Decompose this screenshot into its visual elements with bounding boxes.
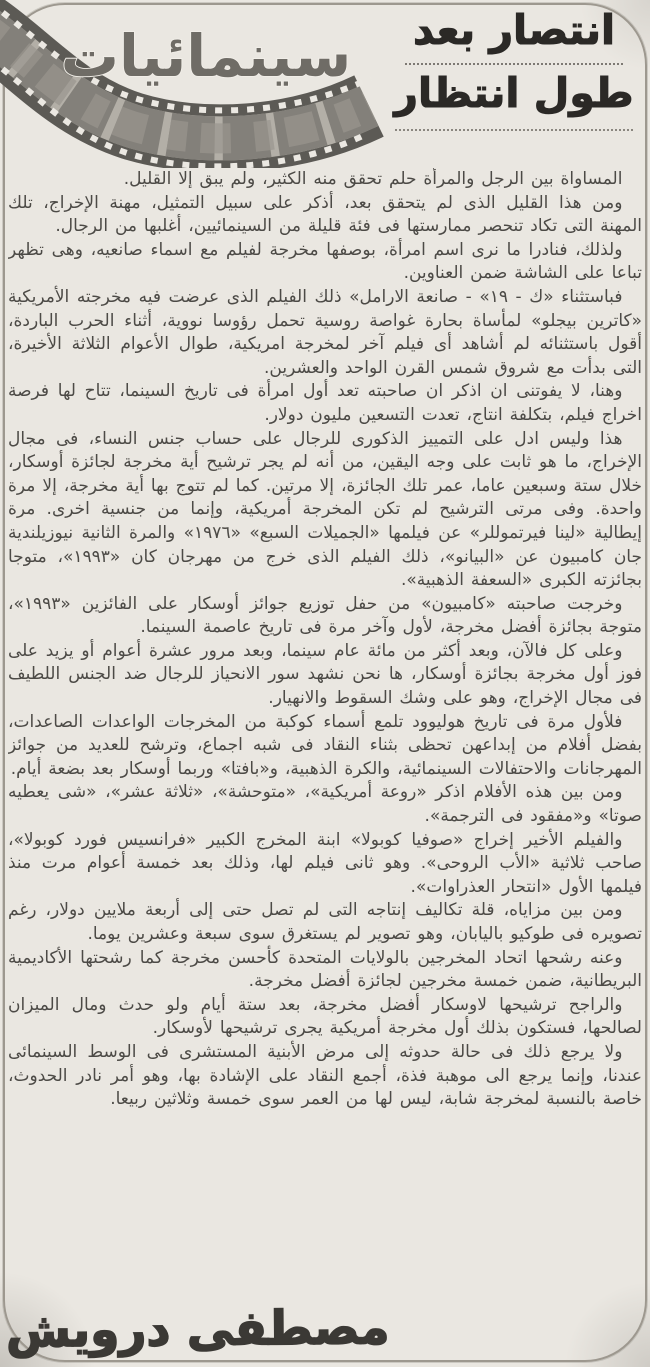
cinema-filmstrip-logo-icon xyxy=(0,0,394,168)
article-paragraph: والفيلم الأخير إخراج «صوفيا كوبولا» ابنة المخرج الكبير «فرانسيس فورد كوبولا»، صاحب ثلاثية «الأب الروحى». وهو ثانى فيلم لها، وذلك بعد خمسة أعوام مرت منذ فيلمها الأول «انتحار العذراوات». xyxy=(8,829,642,897)
headline-separator xyxy=(405,63,623,65)
masthead xyxy=(0,0,650,166)
headline-block xyxy=(388,4,640,131)
headline-line-2: طول انتظار xyxy=(394,69,634,118)
article-paragraph: ومن بين مزاياه، قلة تكاليف إنتاجه التى لم تصل حتى إلى أربعة ملايين دولار، رغم تصويره فى طوكيو باليابان، وهو تصوير لم يستغرق سوى سبعة وعشرين يوما. xyxy=(8,900,642,944)
article-paragraph: وهنا، لا يفوتنى ان اذكر ان صاحبته تعد أول امرأة فى تاريخ السينما، تتاح لها فرصة اخراج فيلم، بتكلفة انتاج، تعدت التسعين مليون دولار. xyxy=(8,381,642,425)
article-paragraph: وعلى كل فالآن، وبعد أكثر من مائة عام سينما، وبعد مرور عشرة أعوام أو يزيد على فوز أول مخرجة بجائزة أوسكار، ها نحن نشهد سور الانحياز للرجال ضد الجنس اللطيف فى مجال الإخراج، وهو على وشك السقوط والانهيار. xyxy=(8,640,642,709)
logo-title: سينمائيات xyxy=(60,22,352,90)
article-paragraph: وعنه رشحها اتحاد المخرجين بالولايات المتحدة كأحسن مخرجة كما رشحتها الأكاديمية البريطانية، ضمن خمسة مخرجين لجائزة أفضل مخرجة. xyxy=(8,947,642,992)
article-paragraph: ولا يرجع ذلك فى حالة حدوثه إلى مرض الأبنية المستشرى فى الوسط السينمائى عندنا، وإنما يرجع الى موهبة فذة، أجمع النقاد على الإشادة بها، وهو أمر نادر الحدوث، خاصة بالنسبة لمخرجة شابة، ليس لها من العمر سوى خمسة وثلاثين ربيعا. xyxy=(8,1041,642,1110)
article-paragraph: ومن بين هذه الأفلام اذكر «روعة أمريكية»، «متوحشة»، «ثلاثة عشر»، «شى يعطيه صوتا» و«مفقود فى الترجمة». xyxy=(8,782,642,827)
article-paragraph: والراجح ترشيحها لاوسكار أفضل مخرجة، بعد ستة أيام ولو حدث ومال الميزان لصالحها، فستكون بذلك أول مخرجة أمريكية يجرى ترشيحها لأوسكار. xyxy=(8,994,642,1039)
article-paragraph: فباستثناء «ك - ١٩» - صانعة الارامل» ذلك الفيلم الذى عرضت فيه مخرجته الأمريكية «كاترين بيجلو» لمأساة بحارة غواصة روسية تحمل رؤوسا نووية، أثناء الحرب الباردة، أقول باستثنائه لم أشاهد أى فيلم آخر لمخرجة امريكية، طوال الأعوام الثلاثة الأخيرة، التى بدأت مع شروق شمس القرن الواحد والعشرين. xyxy=(8,286,642,378)
article-paragraph: المساواة بين الرجل والمرأة حلم تحقق منه الكثير، ولم يبق إلا القليل. xyxy=(123,169,623,189)
author-signature: مصطفى درويش xyxy=(5,1300,390,1359)
article-paragraph: فلأول مرة فى تاريخ هوليوود تلمع أسماء كوكبة من المخرجات الواعدات الصاعدات، بفضل أفلام من إبداعهن تحظى بثناء النقاد فى شبه اجماع، وترشح للعديد من جوائز المهرجانات والاحتفالات السينمائية، والكرة الذهبية، و«بافتا» وربما أوسكار بعد بضعة أيام. xyxy=(8,711,642,779)
article-paragraph: ومن هذا القليل الذى لم يتحقق بعد، أذكر على سبيل التمثيل، مهنة الإخراج، تلك المهنة التى تكاد تنحصر ممارستها فى فئة قليلة من السينمائيين، أغلبها من الرجال. xyxy=(8,192,642,237)
article-body xyxy=(8,168,642,1296)
article-paragraph: ولذلك، فنادرا ما نرى اسم امرأة، بوصفها مخرجة لفيلم مع اسماء صانعيه، وهى تظهر تباعا على الشاشة ضمن العناوين. xyxy=(8,239,642,284)
headline-separator xyxy=(395,129,633,131)
headline-line-1: انتصار بعد xyxy=(412,6,616,54)
article-paragraph: هذا وليس ادل على التمييز الذكورى للرجال على حساب جنس النساء، فى مجال الإخراج، ما هو ثابت على وجه اليقين، من أنه لم يجر ترشيح أية مخرجة لجائزة أوسكار، خلال ستة وسبعين عاما، عمر تلك الجائزة، إلا مرتين. كما لم تتوج بها أية مخرجة، إلا مرة واحدة. وفى مرتى الترشيح لم تكن المخرجة أمريكية، وإنما من جنسية اخرى. مرة إيطالية «لينا فيرتموللر» عن فيلمها «الجميلات السبع» «١٩٧٦» والمرة الثانية نيوزيلندية جان كامبيون عن «البيانو»، ذلك الفيلم الذى خرج من مهرجان كان «١٩٩٣»، متوجا بجائزته الكبرى «السعفة الذهبية». xyxy=(8,428,642,591)
article-paragraph: وخرجت صاحبته «كامبيون» من حفل توزيع جوائز أوسكار على الفائزين «١٩٩٣»، متوجة بجائزة أفضل مخرجة، لأول وآخر مرة فى تاريخ عاصمة السينما. xyxy=(8,593,642,638)
